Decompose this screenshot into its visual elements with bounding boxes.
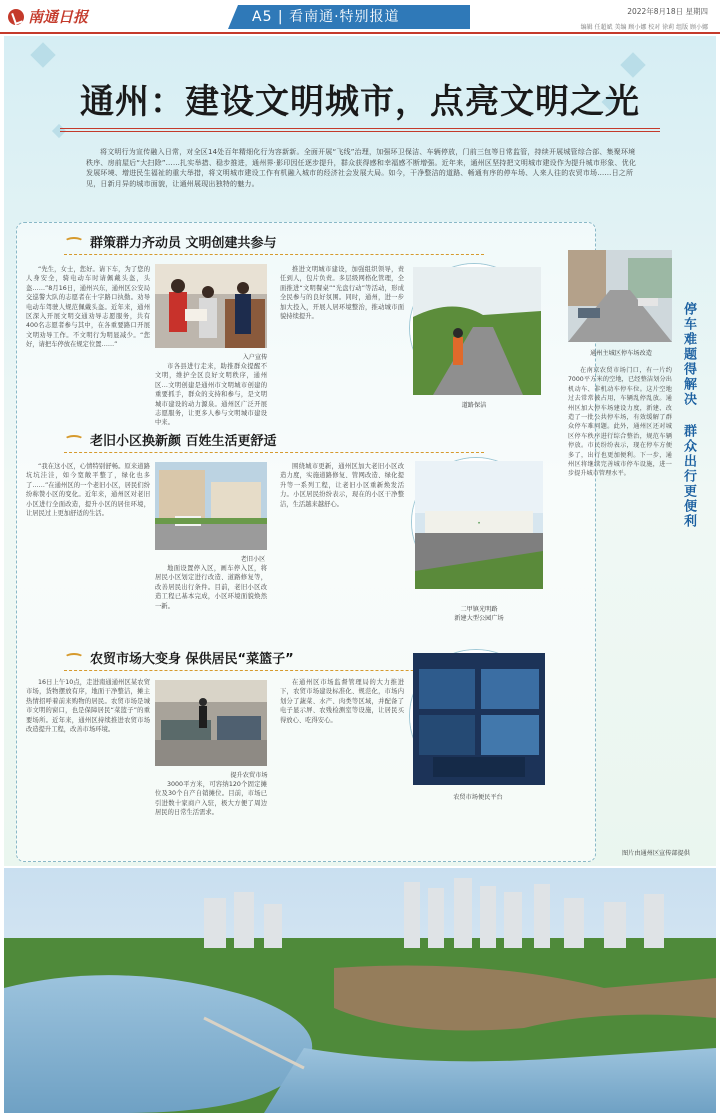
section-title-text: 农贸市场大变身 保供居民“菜篮子”	[90, 652, 294, 667]
lead-paragraph: 将文明行为宣传融入日常，对全区14处百年精细化行为容新新。全面开展“飞线”治理，加强环卫保洁、车辆停放，门前三包等日常监管，持续开展城管综合部、集聚环境秩序、房前屋后“大扫除”……扎实举措、稳步推进，通州界·影印因任逐步提升，群众获得感和幸福感不断增强。近年来，通州区坚持把文明城市建设作为提升城市形象、优化发展环境、增进民生福祉的重大举措，将文明城市建设工作有机融入城市的经济社会发展大局。如今，干净整洁的道路、畅通有序的停车场、人来人往的农贸市场……日之所见，日新月异的城市面貌，让通州展现出独特的魅力。	[86, 148, 637, 188]
photo-caption: 老旧小区	[240, 556, 266, 563]
right-column-vertical-title	[681, 285, 701, 545]
photo-caption: 二甲镇光明路 新建大型公园广场	[454, 606, 504, 622]
section-2-col-3: 围绕城市更新，通州区加大老旧小区改造力度，实施道路修复、管网改造、绿化提升等一系列工程，让老旧小区重新焕发活力。小区居民纷纷表示，现在的小区干净整洁，生活越来越舒心。	[280, 463, 404, 508]
section-title-1	[64, 232, 277, 251]
swirl-icon	[64, 653, 84, 663]
logo-mark-icon	[8, 9, 24, 25]
photo-caption: 通州主城区停车场改造	[590, 350, 652, 357]
logo-text: 南通日报	[28, 8, 89, 26]
svg-text:·: ·	[477, 516, 481, 530]
dateline: 2022年8月18日 星期四	[627, 7, 708, 16]
photo-caption: 入户宣传	[242, 354, 268, 361]
section-1-col-2: 市各县进行走来，助推群众提醒不文明，维护全区良好文明秩序，通州区…文明创建是通州市文明城市创建的重要抓手，群众的支持和参与，是文明城市建设的动力源泉。通州区广泛开展志愿服务，让更多人参与文明城市建设中来。	[155, 363, 267, 427]
headline: 通州：建设文明城市，点亮文明之光	[80, 82, 640, 122]
section-divider	[64, 452, 484, 453]
decor-diamond	[30, 42, 55, 67]
photo-old-community	[155, 462, 267, 550]
headline-rule	[60, 128, 660, 132]
vertical-title-text: 停车难题得解决 群众出行更便利	[681, 301, 696, 529]
section-tab: A5 | 看南通·特别报道	[238, 5, 470, 29]
section-title-text: 老旧小区换新颜 百姓生活更舒适	[90, 434, 277, 449]
headline-block	[60, 74, 660, 130]
section-title-2	[64, 430, 277, 449]
photo-aerial-city	[4, 868, 716, 1113]
section-title-text: 群策群力齐动员 文明创建共参与	[90, 236, 277, 251]
section-divider	[64, 254, 484, 255]
photo-caption: 农贸市场便民平台	[453, 794, 503, 801]
swirl-icon	[64, 237, 84, 247]
swirl-icon	[64, 435, 84, 445]
photo-credit: 图片由通州区宣传部提供	[621, 850, 690, 857]
photo-household-outreach	[155, 264, 267, 348]
editor-credits: 编辑 任超斌 美编 顾小娜 校对 徐莉 组版 顾小娜	[580, 24, 708, 31]
photo-parking-lot	[568, 250, 672, 342]
photo-caption: 提升农贸市场	[230, 772, 268, 779]
section-3-col-1: 16日上午10点，走进南通通州区某农贸市场，货物摆放有序，地面干净整洁，摊主热情招呼着前来购物的居民。农贸市场是城市文明的窗口，也是保障居民“菜篮子”的重要场所。近年来，通州区持续推进农贸市场改造提升工程，改善市场环境。	[26, 679, 150, 734]
photo-caption: 道路保洁	[461, 402, 487, 409]
section-1-col-3: 推进文明城市建设，加强组织领导，责任到人，包片负责。多层级网格化管理，全面推进“文明餐桌”“光盘行动”等活动，形成全民参与的良好氛围。同时，通州，进一步加大投入，开展人居环境整治，推动城市面貌持续提升。	[280, 266, 404, 321]
newspaper-logo	[8, 6, 88, 27]
photo-park-plaza	[412, 458, 540, 586]
section-2-col-2: 地面设置停入区，画车停入区，将居民小区划定进行改造、道路修复等，改善居民出行条件。目前，老旧小区改造工程已基本完成，小区环境面貌焕然一新。	[155, 565, 267, 610]
masthead	[0, 0, 720, 34]
photo-road-cleaning	[410, 264, 538, 392]
photo-farmers-market	[155, 680, 267, 766]
section-2-col-1: “我在这小区，心情特别舒畅。原来道路坑坑洼洼，如今宽敞平整了，绿化也多了……”在通州区的一个老旧小区，居民们纷纷称赞小区的变化。近年来，通州区对老旧小区进行全面改造，提升小区的居住环境，让居民过上更加舒适的生活。	[26, 463, 150, 518]
section-1-col-1: “先生，女士，您好。请下车，为了您的人身安全，骑电动车时请佩戴头盔，头盔……”8月16日，通州兴东，通州区公安局交巡警大队的志愿者在十字路口执勤。劝导电动车驾驶人规范佩戴头盔。近年来，通州区深入开展文明交通劝导志愿服务，共有400名志愿者参与其中，在各重要路口开展文明劝导工作。不文明行为明显减少。“您好，请把车停放在规定位置……”	[26, 266, 150, 349]
right-column-text: 在南京农贸市场门口，有一片约7000平方米的空地，已经整洁划分出机动车、非机动车停车位。这片空地过去常常被占用，车辆乱停乱放。通州区加大停车场建设力度，新建、改造了一批公共停车场，有效缓解了群众停车难问题。此外，通州区还对城区停车秩序进行综合整治，规范车辆停放。市民纷纷表示，现在停车方便多了，出行也更加便利。下一步，通州区将继续完善城市停车设施，进一步提升城市管理水平。	[568, 367, 672, 478]
section-3-col-3: 在通州区市场监督管理局的大力推进下，农贸市场建设标准化、规范化，市场内划分了蔬菜、水产、肉类等区域，并配备了电子显示屏、农残检测室等设施，让居民买得放心、吃得安心。	[280, 679, 404, 724]
photo-market-platform	[410, 650, 542, 782]
section-title-3	[64, 648, 294, 667]
section-3-col-2: 3000平方米，可容纳120个固定摊位及30个自产自销摊位。目前，市场已引进数十家商户入驻，极大方便了周边居民的日常生活需求。	[155, 781, 267, 817]
